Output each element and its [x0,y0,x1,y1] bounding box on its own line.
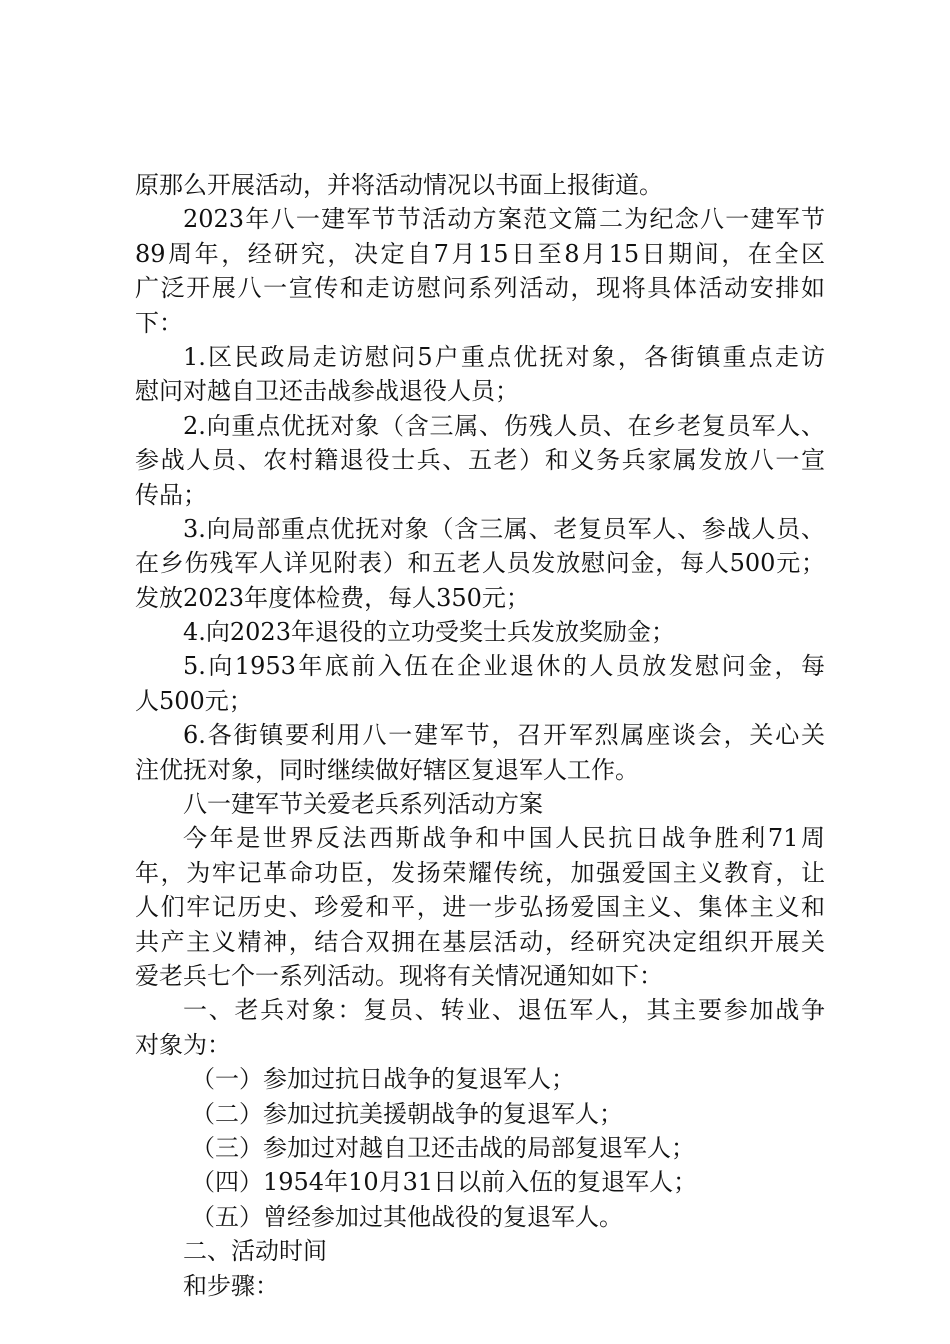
text-line: 5.向1953年底前入伍在企业退休的人员放发慰问金，每 [183,652,825,681]
text-line: 年，为牢记革命功臣，发扬荣耀传统，加强爱国主义教育，让 [135,858,825,887]
text-line: 2.向重点优抚对象（含三属、伤残人员、在乡老复员军人、 [183,411,825,440]
document-body [135,168,825,1303]
text-line: （二）参加过抗美援朝战争的复退军人； [191,1099,623,1128]
text-line: 二、活动时间 [183,1237,327,1266]
text-line: 6.各街镇要利用八一建军节，召开军烈属座谈会，关心关 [183,721,825,750]
text-line: 发放2023年度体检费，每人350元； [135,583,530,612]
text-line: 人们牢记历史、珍爱和平，进一步弘扬爱国主义、集体主义和 [135,893,825,922]
text-line: （五）曾经参加过其他战役的复退军人。 [191,1202,623,1231]
text-line: 1.区民政局走访慰问5户重点优抚对象，各街镇重点走访 [183,342,825,371]
text-line: 对象为： [135,1030,231,1059]
text-line: 爱老兵七个一系列活动。现将有关情况通知如下： [135,961,663,990]
text-line: 和步骤： [183,1271,279,1300]
text-line: 参战人员、农村籍退役士兵、五老）和义务兵家属发放八一宣 [135,446,825,475]
text-line: 一、老兵对象：复员、转业、退伍军人，其主要参加战争 [183,996,825,1025]
text-line: （三）参加过对越自卫还击战的局部复退军人； [191,1133,695,1162]
text-line: （四）1954年10月31日以前入伍的复退军人； [191,1168,698,1197]
text-line: 今年是世界反法西斯战争和中国人民抗日战争胜利71周 [183,824,825,853]
text-line: 3.向局部重点优抚对象（含三属、老复员军人、参战人员、 [183,514,825,543]
text-line: 八一建军节关爱老兵系列活动方案 [183,790,543,819]
text-line: 4.向2023年退役的立功受奖士兵发放奖励金； [183,618,675,647]
text-line: 慰问对越自卫还击战参战退役人员； [135,377,519,406]
text-line: 2023年八一建军节节活动方案范文篇二为纪念八一建军节 [183,205,825,234]
text-line: 原那么开展活动，并将活动情况以书面上报街道。 [135,171,663,199]
text-line: 在乡伤残军人详见附表）和五老人员发放慰问金，每人500元； [135,549,825,578]
text-line: 广泛开展八一宣传和走访慰问系列活动，现将具体活动安排如 [135,274,825,303]
text-line: 89周年，经研究，决定自7月15日至8月15日期间，在全区 [135,239,825,268]
text-line: 共产主义精神，结合双拥在基层活动，经研究决定组织开展关 [135,927,825,956]
text-line: 人500元； [135,686,253,715]
text-line: （一）参加过抗日战争的复退军人； [191,1065,575,1094]
text-line: 下： [135,308,183,337]
text-line: 注优抚对象，同时继续做好辖区复退军人工作。 [135,755,639,784]
text-line: 传品； [135,480,207,509]
